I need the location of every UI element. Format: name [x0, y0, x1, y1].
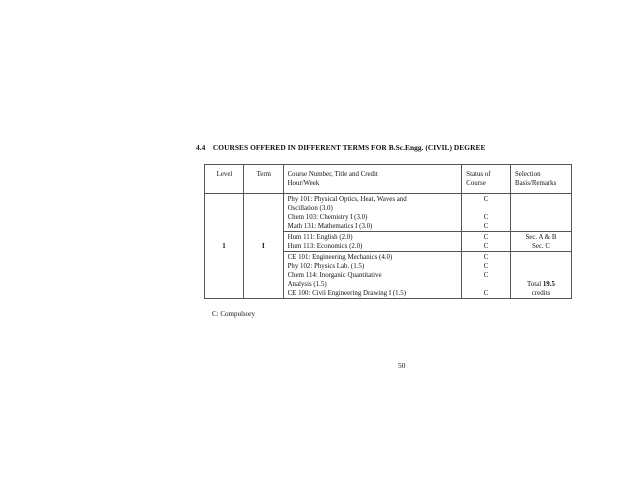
- table-header-row: [205, 165, 572, 194]
- course-title-cell: Phy 101: Physical Optics, Heat, Waves and Oscillation (3.0) Chem 103: Chemistry I (3.0) Math 131: Mathematics I (3.0): [283, 194, 462, 232]
- header-selection: Selection Basis/Remarks: [510, 165, 571, 194]
- term-cell: I: [244, 194, 284, 299]
- status-cell: C C C C: [462, 252, 511, 299]
- total-credits-value: 19.5: [542, 281, 555, 288]
- selection-cell: Total 19.5 credits: [510, 252, 571, 299]
- table-row: [205, 194, 572, 232]
- header-course-title: Course Number, Title and Credit Hour/Week: [283, 165, 462, 194]
- course-title-cell: Hum 111: English (2.0) Hum 113: Economics (2.0): [283, 232, 462, 252]
- section-number: 4.4: [196, 143, 206, 152]
- page-number: 50: [398, 361, 406, 370]
- header-status: Status of Course: [462, 165, 511, 194]
- header-term: Term: [244, 165, 284, 194]
- selection-cell: [510, 194, 571, 232]
- section-heading: [196, 143, 485, 152]
- header-level: Level: [205, 165, 244, 194]
- course-title-cell: CE 101: Engineering Mechanics (4.0) Phy 102: Physics Lab. (1.5) Chem 114: Inorganic Quantitative Analysis (1.5) CE 100: Civil Engineering Drawing I (1.5): [283, 252, 462, 299]
- level-cell: 1: [205, 194, 244, 299]
- status-cell: C C: [462, 232, 511, 252]
- footnote: C: Compulsory: [212, 310, 255, 318]
- section-title: COURSES OFFERED IN DIFFERENT TERMS FOR B.Sc.Engg. (CIVIL) DEGREE: [212, 143, 486, 152]
- courses-table: [204, 164, 572, 299]
- selection-cell: Sec. A & B Sec. C: [510, 232, 571, 252]
- status-cell: C C C: [462, 194, 511, 232]
